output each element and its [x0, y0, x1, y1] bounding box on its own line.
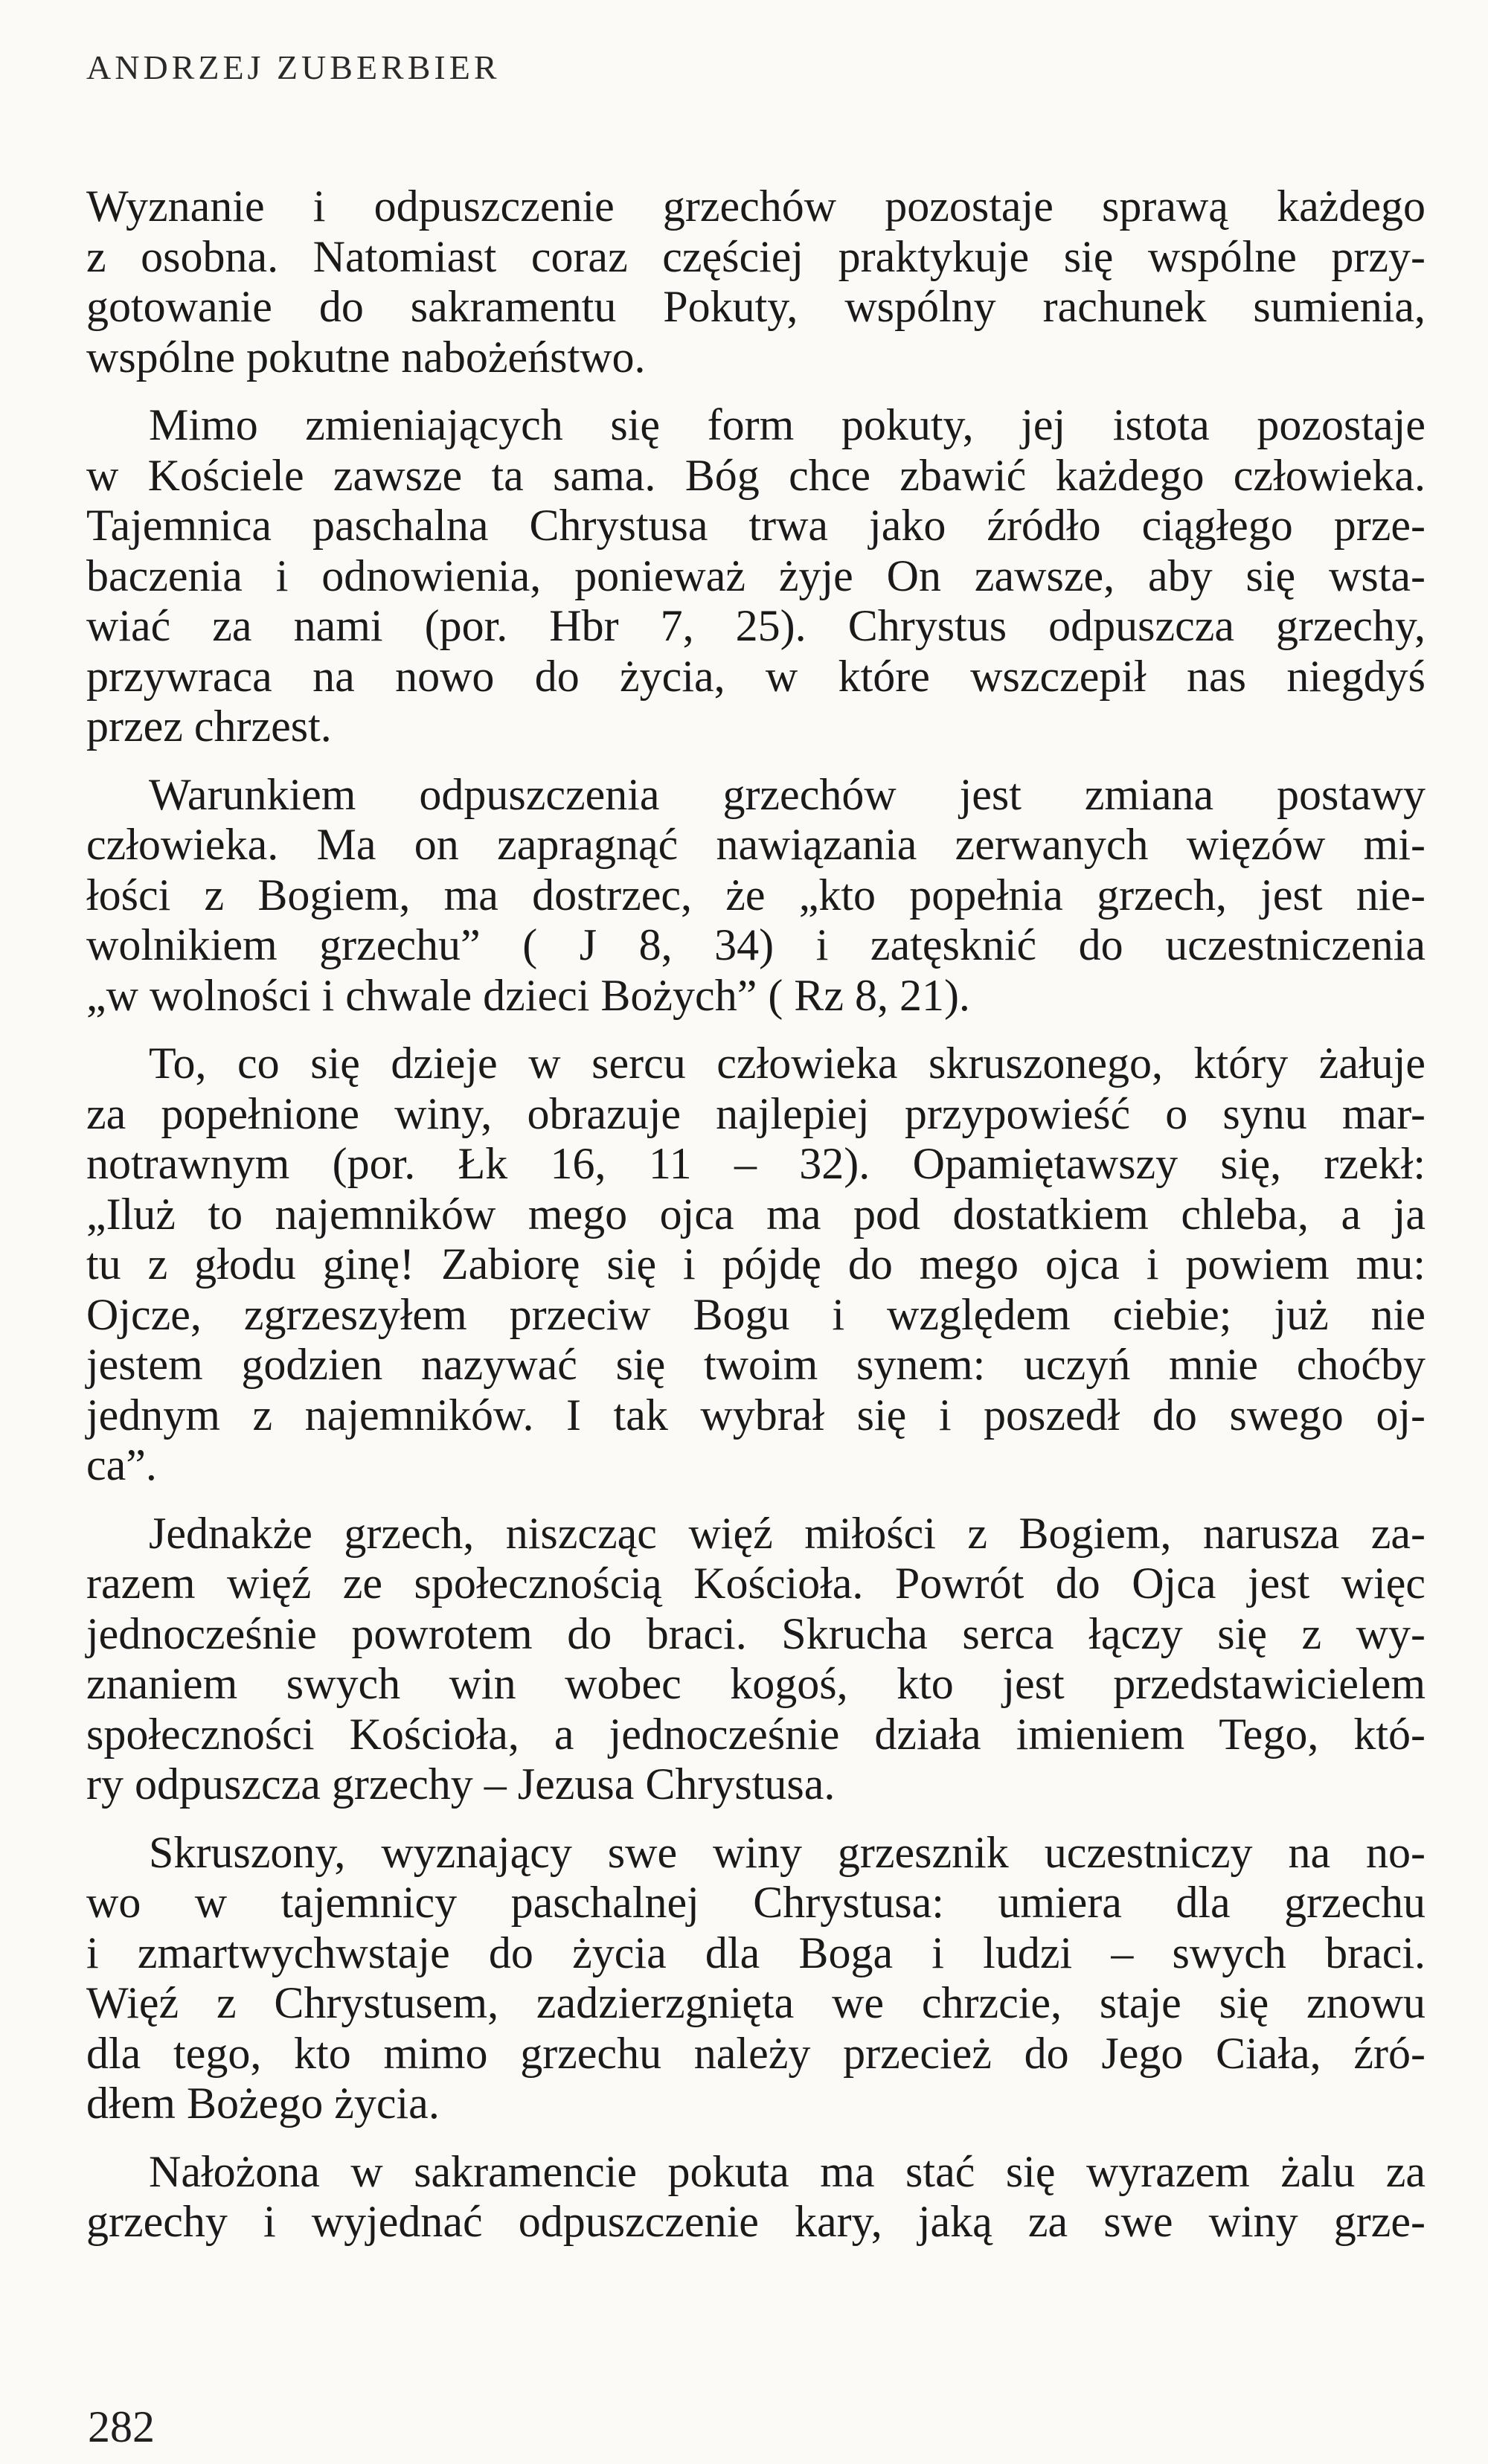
text-line: jednocześnie powrotem do braci. Skrucha serca łączy się z wy- [86, 1608, 1426, 1658]
text-line: tu z głodu ginę! Zabiorę się i pójdę do mego ojca i powiem mu: [86, 1239, 1426, 1289]
text-line: człowieka. Ma on zapragnąć nawiązania zerwanych więzów mi- [86, 820, 1426, 869]
text-line: wspólne pokutne nabożeństwo. [86, 332, 646, 382]
paragraph-3 [86, 770, 1426, 1021]
text-line: znaniem swych win wobec kogoś, kto jest przedstawicielem [86, 1659, 1426, 1708]
text-line: „Iluż to najemników mego ojca ma pod dostatkiem chleba, a ja [86, 1189, 1426, 1239]
text-line: Mimo zmieniających się form pokuty, jej istota pozostaje [149, 400, 1426, 449]
text-line: To, co się dzieje w sercu człowieka skruszonego, który żałuje [149, 1039, 1426, 1088]
text-line: notrawnym (por. Łk 16, 11 – 32). Opamiętawszy się, rzekł: [86, 1139, 1426, 1188]
page-number: 282 [88, 2402, 155, 2451]
paragraph-1 [86, 182, 1426, 382]
text-line: wo w tajemnicy paschalnej Chrystusa: umiera dla grzechu [86, 1878, 1426, 1927]
text-line: Nałożona w sakramencie pokuta ma stać się wyrazem żalu za [149, 2146, 1426, 2196]
text-line: grzechy i wyjednać odpuszczenie kary, jaką za swe winy grze- [86, 2197, 1426, 2246]
text-line: i zmartwychwstaje do życia dla Boga i ludzi – swych braci. [86, 1928, 1426, 1977]
text-line: Warunkiem odpuszczenia grzechów jest zmiana postawy [149, 769, 1426, 819]
text-line: ry odpuszcza grzechy – Jezusa Chrystusa. [86, 1759, 836, 1809]
text-line: z osobna. Natomiast coraz częściej praktykuje się wspólne przy- [86, 231, 1426, 281]
text-line: Ojcze, zgrzeszyłem przeciw Bogu i względem ciebie; już nie [86, 1289, 1426, 1339]
text-line: Jednakże grzech, niszcząc więź miłości z Bogiem, narusza za- [149, 1508, 1426, 1558]
paragraph-6 [86, 1828, 1426, 2129]
text-line: w Kościele zawsze ta sama. Bóg chce zbawić każdego człowieka. [86, 450, 1426, 500]
text-line: Więź z Chrystusem, zadzierzgnięta we chrzcie, staje się znowu [86, 1978, 1426, 2027]
text-line: społeczności Kościoła, a jednocześnie działa imieniem Tego, któ- [86, 1709, 1426, 1759]
text-line: dłem Bożego życia. [86, 2079, 440, 2128]
text-line: jestem godzien nazywać się twoim synem: uczyń mnie choćby [86, 1340, 1426, 1389]
paragraph-5 [86, 1509, 1426, 1810]
text-line: Wyznanie i odpuszczenie grzechów pozostaje sprawą każdego [86, 182, 1426, 231]
text-line: łości z Bogiem, ma dostrzec, że „kto popełnia grzech, jest nie- [86, 870, 1426, 920]
body-text [86, 182, 1426, 2265]
paragraph-4 [86, 1039, 1426, 1491]
text-line: za popełnione winy, obrazuje najlepiej przypowieść o synu mar- [86, 1088, 1426, 1138]
text-line: baczenia i odnowienia, ponieważ żyje On zawsze, aby się wsta- [86, 551, 1426, 600]
text-line: dla tego, kto mimo grzechu należy przecież do Jego Ciała, źró- [86, 2028, 1426, 2078]
text-line: gotowanie do sakramentu Pokuty, wspólny rachunek sumienia, [86, 282, 1426, 331]
text-line: razem więź ze społecznością Kościoła. Powrót do Ojca jest więc [86, 1559, 1426, 1608]
text-line: przywraca na nowo do życia, w które wszczepił nas niegdyś [86, 651, 1426, 701]
paragraph-2 [86, 400, 1426, 752]
text-line: wiać za nami (por. Hbr 7, 25). Chrystus odpuszcza grzechy, [86, 601, 1426, 650]
running-head: ANDRZEJ ZUBERBIER [86, 48, 501, 86]
text-line: „w wolności i chwale dzieci Bożych” ( Rz 8, 21). [86, 970, 970, 1020]
paragraph-7 [86, 2147, 1426, 2248]
text-line: Tajemnica paschalna Chrystusa trwa jako źródło ciągłego prze- [86, 501, 1426, 550]
text-line: ca”. [86, 1440, 157, 1489]
text-line: przez chrzest. [86, 702, 332, 751]
text-line: Skruszony, wyznający swe winy grzesznik uczestniczy na no- [149, 1827, 1426, 1877]
text-line: wolnikiem grzechu” ( J 8, 34) i zatęsknić do uczestniczenia [86, 920, 1426, 969]
text-line: jednym z najemników. I tak wybrał się i poszedł do swego oj- [86, 1390, 1426, 1440]
